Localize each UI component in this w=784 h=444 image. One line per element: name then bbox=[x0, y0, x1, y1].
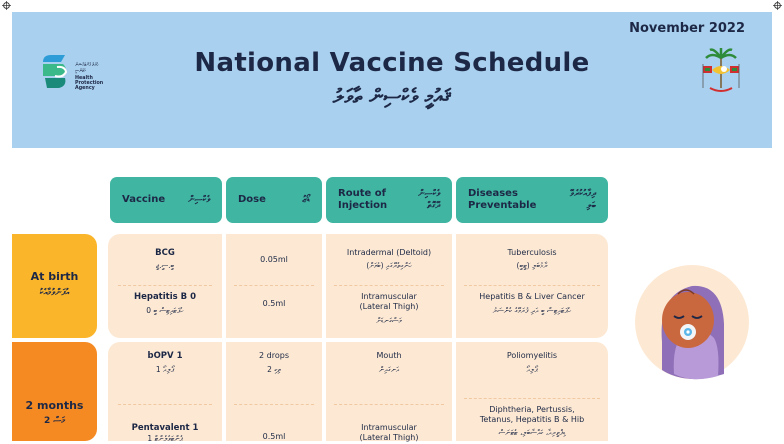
age-label-at-birth bbox=[12, 234, 97, 338]
row-divider bbox=[464, 398, 600, 399]
disease-value: Poliomyelitis bbox=[506, 351, 558, 360]
row-divider bbox=[234, 285, 314, 286]
dose-value: 0.5ml bbox=[262, 299, 286, 308]
route-value-dhivehi: އަނގައިން bbox=[378, 365, 400, 374]
vaccine-name-dhivehi: ހެޕަޓައިޓިސް ބީ 0 bbox=[146, 306, 184, 315]
column-header-diseases-label-1: Diseases bbox=[468, 188, 518, 199]
svg-text:Agency: Agency bbox=[75, 86, 95, 91]
header-banner bbox=[12, 12, 772, 148]
column-header-vaccine-dv: ވެކްސިން bbox=[188, 195, 210, 205]
disease-cell-birth bbox=[456, 234, 608, 338]
svg-text:އެޖެންސީ: އެޖެންސީ bbox=[75, 69, 86, 74]
column-header-route-label-1: Route of bbox=[338, 188, 386, 199]
row-divider bbox=[118, 404, 212, 405]
page-title: National Vaccine Schedule bbox=[194, 48, 590, 78]
maldives-emblem-icon bbox=[700, 48, 742, 98]
row-divider bbox=[334, 404, 444, 405]
route-value-2: (Lateral Thigh) bbox=[359, 302, 419, 311]
column-header-route-dv-2: ދޭގޮތް bbox=[426, 201, 440, 211]
dose-cell-2-months bbox=[226, 342, 322, 441]
column-header-diseases-dv-2: ބަލި bbox=[586, 201, 596, 211]
column-header-dose-label: Dose bbox=[238, 194, 266, 205]
disease-value: Tuberculosis bbox=[507, 248, 557, 257]
column-header-vaccine-label: Vaccine bbox=[122, 194, 166, 205]
route-value: Intramuscular bbox=[361, 423, 417, 432]
route-cell-2-months bbox=[326, 342, 452, 441]
vaccine-cell-2-months bbox=[108, 342, 222, 441]
disease-value: Diphtheria, Pertussis, bbox=[489, 405, 575, 414]
svg-text:Health: Health bbox=[75, 76, 93, 81]
column-header-diseases bbox=[456, 177, 608, 223]
route-value: Mouth bbox=[376, 351, 402, 360]
corner-mark-icon bbox=[2, 1, 11, 10]
disease-value-dhivehi: ހެޕަޓައިޓިސް ބީ އަދި ފުރަމޭގެ ކެންސަރު bbox=[492, 306, 572, 315]
baby-illustration-icon bbox=[634, 264, 750, 380]
disease-value-2: Tetanus, Hepatitis B & Hib bbox=[479, 415, 585, 424]
disease-value-dhivehi: ޑިފްތީރިއާ، ކައްސާބަލި، ޓެޓަނަސް bbox=[498, 428, 566, 437]
row-divider bbox=[464, 285, 600, 286]
dose-cell-birth bbox=[226, 234, 322, 338]
vaccine-name-dhivehi: ޕޯލިއޯ 1 bbox=[155, 365, 175, 374]
age-label-text: At birth bbox=[30, 270, 79, 283]
row-divider bbox=[334, 285, 444, 286]
disease-value: Hepatitis B & Liver Cancer bbox=[479, 292, 585, 301]
disease-value-dhivehi: ޕޯލިއޯ bbox=[526, 365, 538, 374]
column-header-diseases-label-2: Preventable bbox=[468, 200, 537, 211]
vaccine-name-dhivehi: ބީ.ސީ.ޖީ bbox=[155, 261, 175, 270]
disease-value-dhivehi: ރާޅުބަލި (ޓީބީ) bbox=[516, 261, 548, 270]
row-divider bbox=[234, 404, 314, 405]
route-cell-birth bbox=[326, 234, 452, 338]
schedule-date: November 2022 bbox=[629, 21, 745, 36]
svg-text:Protection: Protection bbox=[75, 81, 104, 86]
column-header-route-label-2: Injection bbox=[338, 200, 388, 211]
route-value-dhivehi: މަސްގަނޑަށް bbox=[376, 316, 402, 325]
column-header-diseases-dv-1: ދިފާއުކުރެވޭ bbox=[569, 189, 596, 199]
vaccine-name: Pentavalent 1 bbox=[131, 423, 199, 433]
corner-mark-icon bbox=[773, 1, 782, 10]
svg-text:ހެލްތް ޕްރޮޓެކްޝަން: ހެލްތް ޕްރޮޓެކްޝަން bbox=[75, 63, 99, 68]
vaccine-name: bOPV 1 bbox=[147, 351, 183, 361]
dose-value-dhivehi: 2 ތިކި bbox=[267, 365, 281, 374]
column-header-dose bbox=[226, 177, 322, 223]
dose-value: 0.5ml bbox=[262, 432, 286, 441]
page-title-dhivehi: ޤައުމީ ވެކްސިން ތާވަލު bbox=[332, 84, 452, 108]
route-value: Intramuscular bbox=[361, 292, 417, 301]
age-label-dhivehi: 2 މަސް bbox=[43, 416, 66, 426]
column-header-route bbox=[326, 177, 452, 223]
route-value-2: (Lateral Thigh) bbox=[359, 433, 419, 442]
vaccine-cell-birth bbox=[108, 234, 222, 338]
age-label-text: 2 months bbox=[25, 399, 84, 412]
column-header-dose-dv: ޑޯޒު bbox=[302, 195, 310, 205]
row-divider bbox=[118, 285, 212, 286]
vaccine-name-dhivehi: ޕެންޓަވެލެންޓް 1 bbox=[147, 434, 183, 443]
vaccine-name: Hepatitis B 0 bbox=[133, 292, 197, 302]
age-label-2-months bbox=[12, 342, 97, 441]
top-strip bbox=[0, 0, 784, 12]
dose-value: 2 drops bbox=[259, 351, 289, 360]
dose-value: 0.05ml bbox=[260, 255, 288, 264]
column-header-route-dv-1: ވެކްސިން bbox=[418, 189, 440, 199]
vaccine-name: BCG bbox=[155, 248, 175, 258]
disease-cell-2-months bbox=[456, 342, 608, 441]
column-header-vaccine bbox=[110, 177, 222, 223]
route-value: Intradermal (Deltoid) bbox=[346, 248, 432, 257]
route-value-dhivehi: ހަންގިތެރޭގައި (ބުމަށް) bbox=[366, 261, 412, 270]
age-label-dhivehi: އުފަންވުމާއެކު bbox=[39, 288, 70, 298]
